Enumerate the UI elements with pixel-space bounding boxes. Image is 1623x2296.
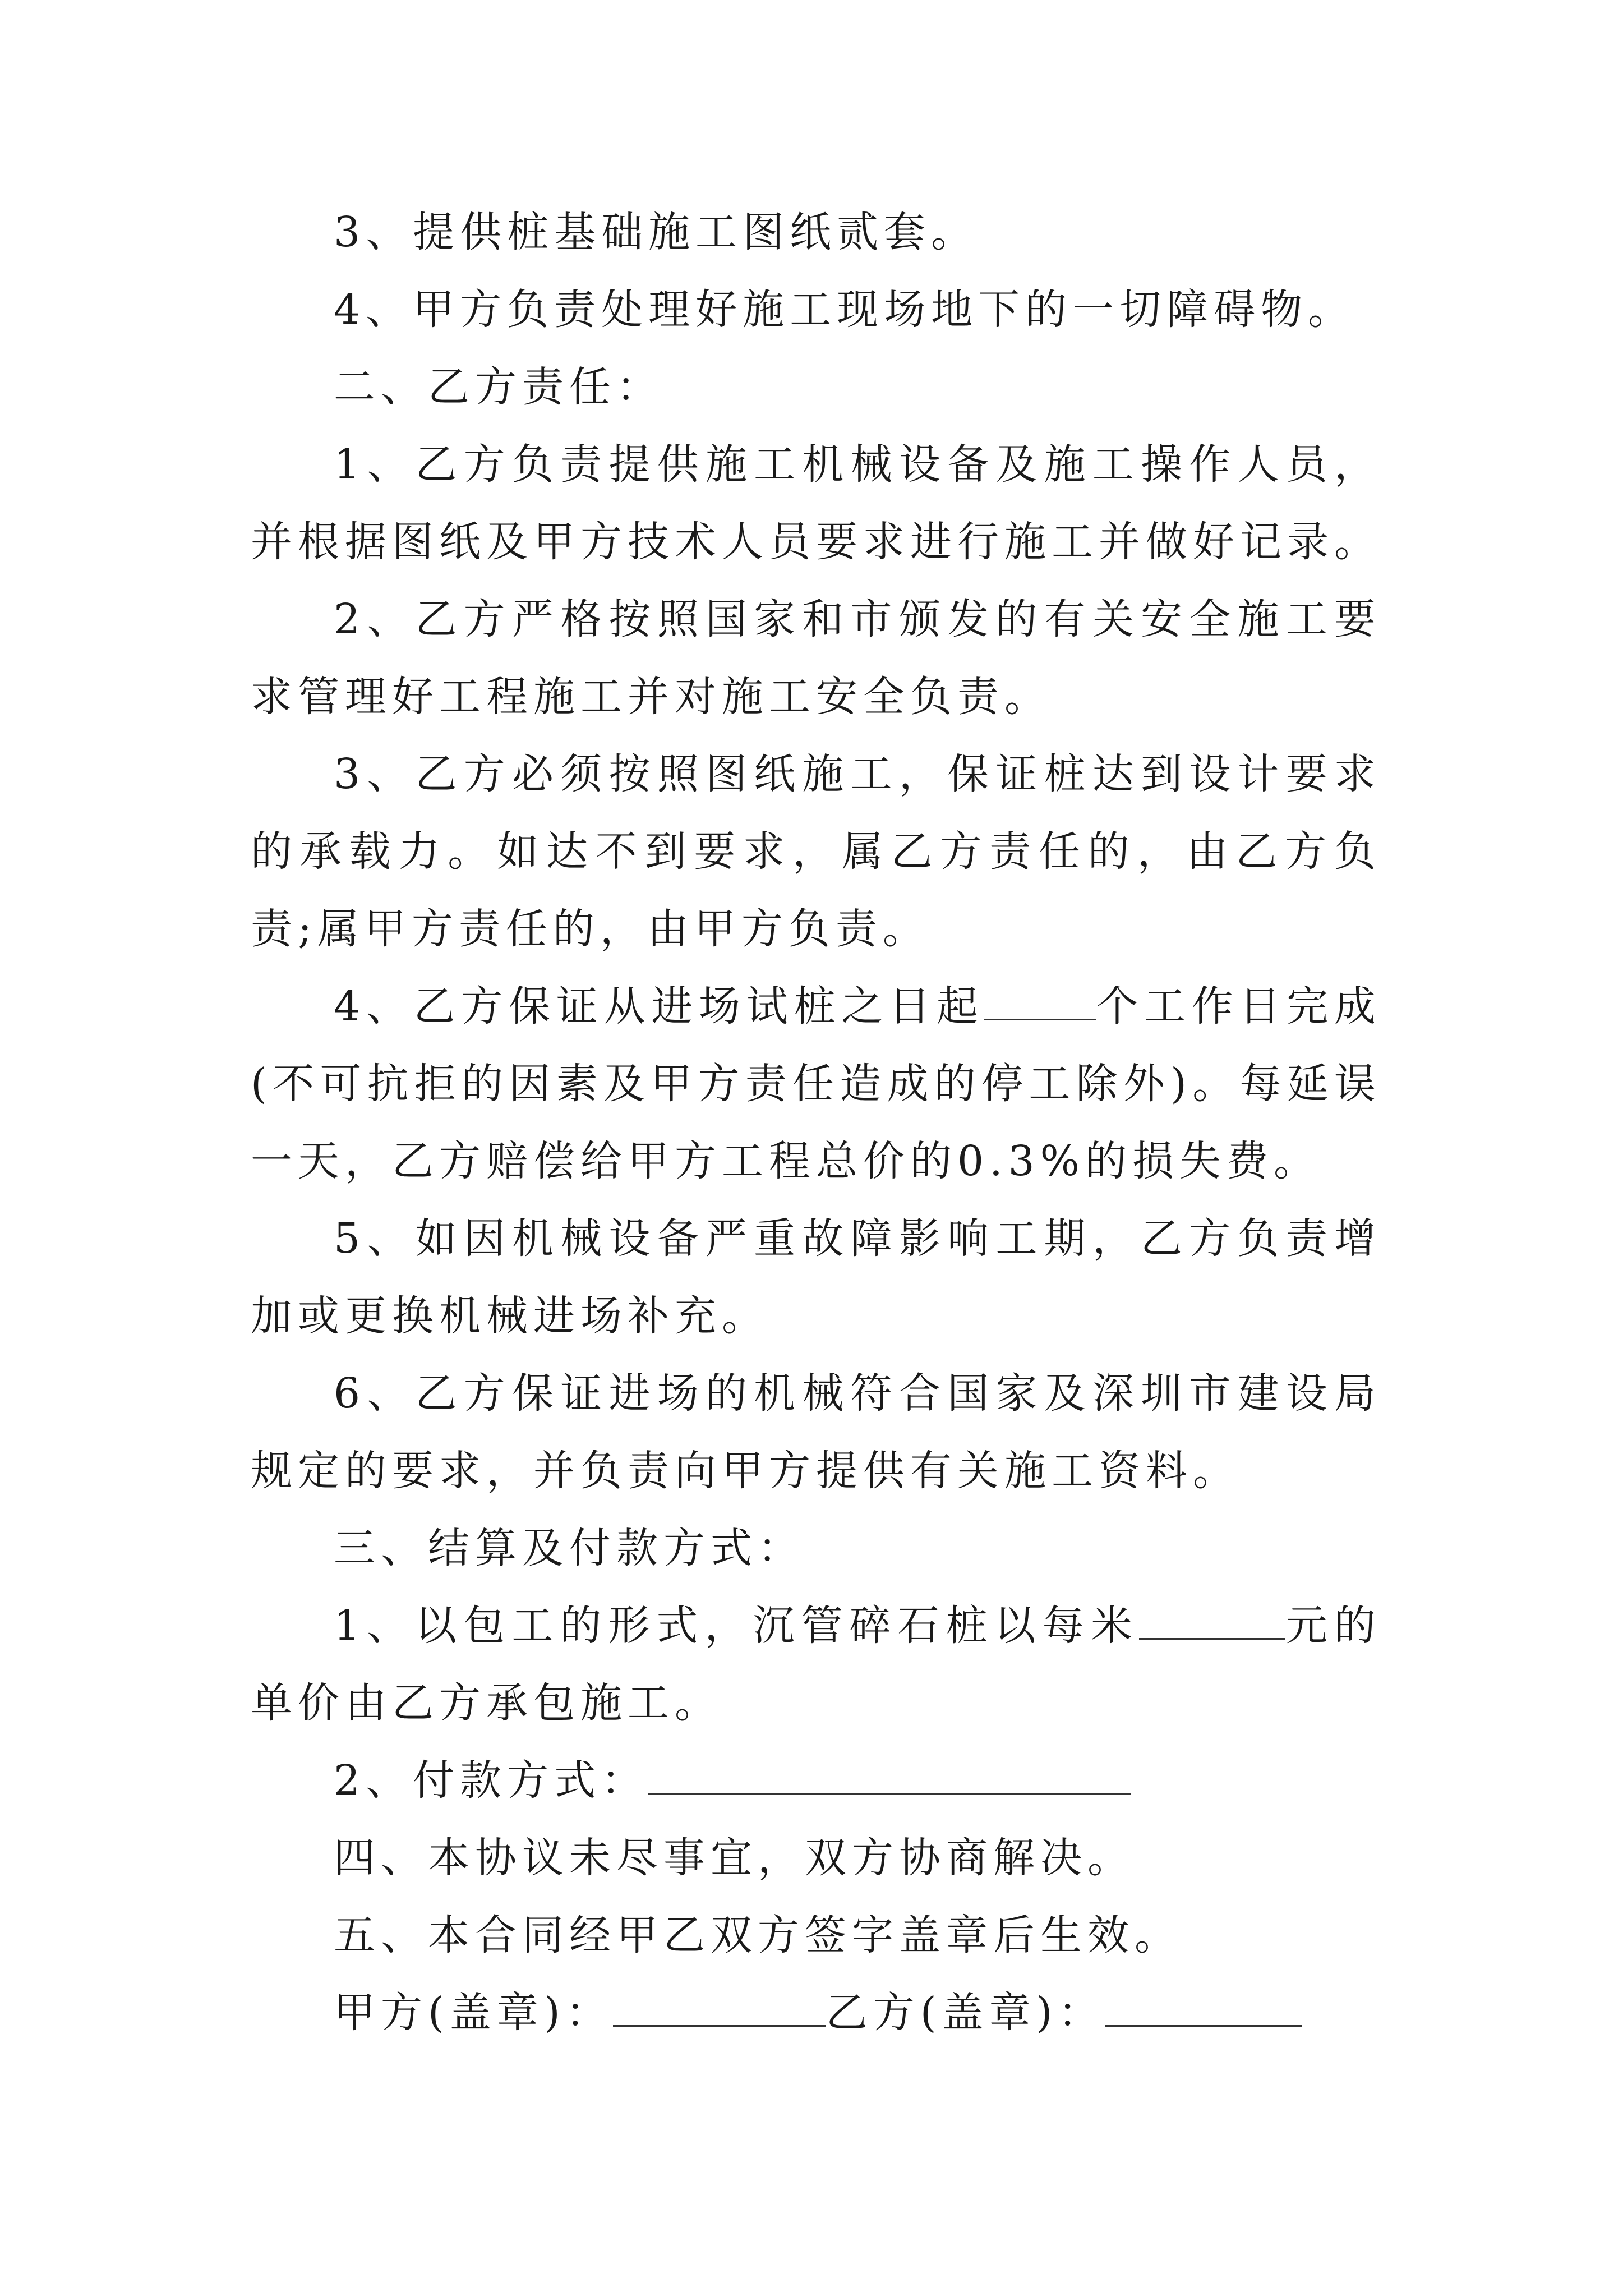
paragraph-safety: 2、乙方严格按照国家和市颁发的有关安全施工要求管理好工程施工并对施工安全负责。: [251, 595, 1381, 721]
paragraph-equipment: 1、乙方负责提供施工机械设备及施工操作人员，并根据图纸及甲方技术人员要求进行施工并做好记录。: [251, 440, 1381, 566]
paragraph-schedule: 4、乙方保证从进场试桩之日起 个工作日完成(不可抗拒的因素及甲方责任造成的停工除外)。每延误一天，乙方赔偿给甲方工程总价的0.3%的损失费。: [251, 982, 1381, 1185]
paragraph-bearing-capacity: 3、乙方必须按照图纸施工，保证桩达到设计要求的承载力。如达不到要求，属乙方责任的，由乙方负责;属甲方责任的，由甲方负责。: [251, 750, 1381, 953]
blank-party-b-seal[interactable]: [1105, 1988, 1302, 2027]
paragraph-unit-price: 1、以包工的形式，沉管碎石桩以每米 元的单价由乙方承包施工。: [251, 1602, 1381, 1727]
blank-payment-method[interactable]: [648, 1756, 1131, 1795]
paragraph-compliance: 6、乙方保证进场的机械符合国家及深圳市建设局规定的要求，并负责向甲方提供有关施工资料。: [251, 1369, 1381, 1495]
signature-line: 甲方(盖章)： 乙方(盖章)：: [251, 1974, 1381, 2051]
paragraph-obstacles: 4、甲方负责处理好施工现场地下的一切障碍物。: [334, 286, 1355, 334]
paragraph-payment-method: 2、付款方式：: [251, 1742, 1381, 1819]
paragraph-drawings: 3、提供桩基础施工图纸贰套。: [334, 208, 979, 256]
document-body: [251, 194, 1381, 2051]
section-heading-party-b: 二、乙方责任：: [334, 363, 663, 411]
paragraph-machine-failure: 5、如因机械设备严重故障影响工期，乙方负责增加或更换机械进场补充。: [251, 1214, 1381, 1340]
blank-workdays[interactable]: [984, 982, 1096, 1020]
section-heading-settlement: 三、结算及付款方式：: [334, 1524, 805, 1572]
paragraph-effective: 五、本合同经甲乙双方签字盖章后生效。: [334, 1911, 1182, 1959]
paragraph-unresolved-matters: 四、本协议未尽事宜，双方协商解决。: [334, 1834, 1135, 1882]
blank-unit-price[interactable]: [1139, 1601, 1285, 1640]
blank-party-a-seal[interactable]: [613, 1988, 826, 2027]
